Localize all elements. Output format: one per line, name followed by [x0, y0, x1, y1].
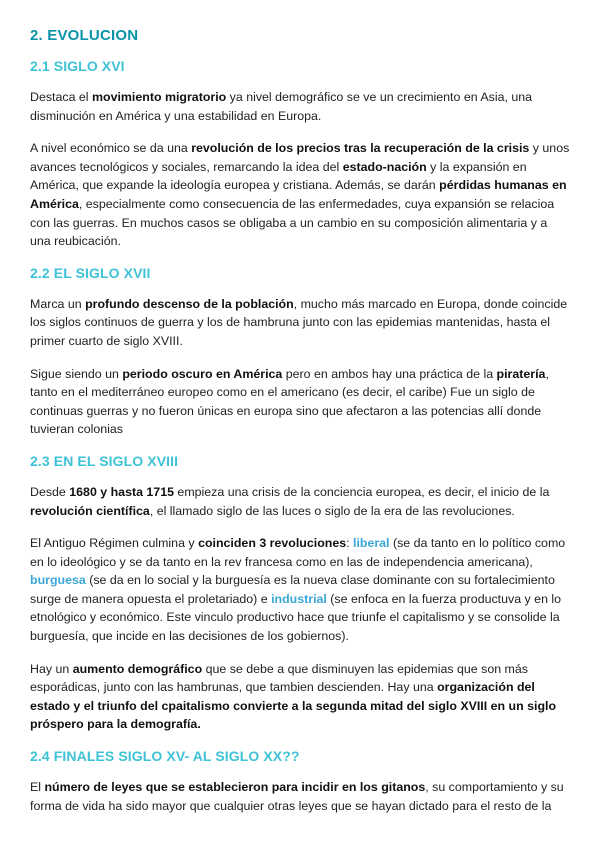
section-heading: 2.2 EL SIGLO XVII	[30, 264, 151, 281]
text-run: ya nivel demográfico se ve un crecimiento en Asia, una disminución en América y una estabilidad en Europa.	[30, 90, 533, 123]
section-heading: 2.1 SIGLO XVI	[30, 58, 125, 74]
highlighted-term: industrial	[271, 591, 327, 606]
paragraph	[30, 295, 570, 351]
text-run: , especialmente como consecuencia de las enfermedades, cuya expansión se relacioa con las guerras. En muchos casos se obligaba a un cambio en su composición alimentaria y a una reubicación.	[30, 196, 555, 249]
bold-text: revolución de los precios tras la recuperación de la crisis	[191, 141, 530, 156]
document-body	[30, 58, 570, 815]
bold-text: periodo oscuro en América	[122, 366, 283, 381]
bold-text: piratería	[496, 366, 546, 381]
text-run: empieza una crisis de la conciencia europea, es decir, el inicio de la	[173, 484, 550, 499]
paragraph	[30, 88, 570, 125]
text-run: (se da tanto en lo político como en lo ideológico y se da tanto en la rev francesa como en las de independencia americana),	[30, 536, 566, 569]
bold-text: organización del estado y el triunfo del cpaitalismo convierte a la segunda mitad del siglo XVIII en un siglo próspero para la demografía.	[30, 680, 557, 732]
text-run: pero en ambos hay una práctica de la	[282, 366, 497, 381]
text-run: :	[346, 536, 353, 551]
bold-text: número de leyes que se establecieron para incidir en los gitanos	[44, 780, 426, 795]
section-heading: 2.4 FINALES SIGLO XV- AL SIGLO XX??	[30, 748, 300, 765]
section-3	[30, 453, 570, 734]
text-run: El	[30, 780, 45, 795]
paragraph	[30, 660, 570, 734]
text-run: , tanto en el mediterráneo europeo como en el americano (es decir, el caribe) Fue un siglo de continuas guerras y no fueron únicas en europa sino que afectaron a las potencias allí donde tuvieran colonias	[30, 366, 549, 437]
text-run: El Antiguo Régimen culmina y	[30, 536, 199, 551]
paragraph	[30, 139, 570, 251]
bold-text: 1680 y hasta 1715	[69, 484, 174, 499]
section-2	[30, 265, 570, 439]
text-run: Desde	[30, 484, 70, 499]
bold-text: estado-nación	[342, 159, 427, 174]
text-run: , mucho más marcado en Europa, donde coincide los siglos continuos de guerra y los de hambruna junto con las epidemias mantenidas, hasta el primer cuarto de siglo XVIII.	[30, 296, 568, 348]
paragraph	[30, 365, 570, 439]
bold-text: coinciden 3 revoluciones	[198, 536, 347, 551]
text-run: (se da en lo social y la burguesía es la nueva clase dominante con su fortalecimiento surge de manera opuesta el proletariado) e	[30, 573, 555, 606]
section-1	[30, 58, 570, 251]
bold-text: revolución científica	[30, 503, 150, 518]
text-run: A nivel económico se da una	[30, 141, 192, 156]
section-heading: 2.3 EN EL SIGLO XVIII	[30, 452, 179, 469]
text-run: y la expansión en América, que expande la ideología europea y cristiana. Además, se darán	[30, 159, 527, 193]
bold-text: movimiento migratorio	[91, 90, 227, 104]
bold-text: aumento demográfico	[72, 661, 203, 676]
highlighted-term: liberal	[353, 536, 390, 551]
bold-text: profundo descenso de la población	[85, 296, 294, 311]
text-run: y unos avances tecnológicos y sociales, remarcando la idea del	[30, 141, 570, 174]
bold-text: pérdidas humanas en América	[30, 178, 567, 211]
text-run: Destaca el	[30, 90, 92, 104]
text-run: que se debe a que disminuyen las epidemias que son más esporádicas, junto con las hambrunas, que tambien descienden. Hay una	[30, 661, 528, 695]
text-run: (se enfoca en la fuerza productuva y en lo etnológico y económico. Este vinculo productivo hace que triunfe el capitalismo y se consolide la burguesía, que incide en las decisiones de los gobiernos).	[30, 591, 562, 644]
text-run: Hay un	[30, 661, 73, 676]
document-title: 2. EVOLUCION	[30, 27, 139, 44]
paragraph	[30, 778, 570, 815]
paragraph	[30, 483, 570, 520]
paragraph	[30, 534, 570, 646]
text-run: Sigue siendo un	[30, 366, 123, 381]
text-run: Marca un	[30, 296, 86, 311]
section-4	[30, 748, 570, 815]
text-run: , el llamado siglo de las luces o siglo de la era de las revoluciones.	[149, 503, 515, 518]
text-run: , su comportamiento y su forma de vida ha sido mayor que cualquier otras leyes que se hayan dictado para el resto de la	[30, 780, 564, 813]
highlighted-term: burguesa	[30, 573, 86, 588]
